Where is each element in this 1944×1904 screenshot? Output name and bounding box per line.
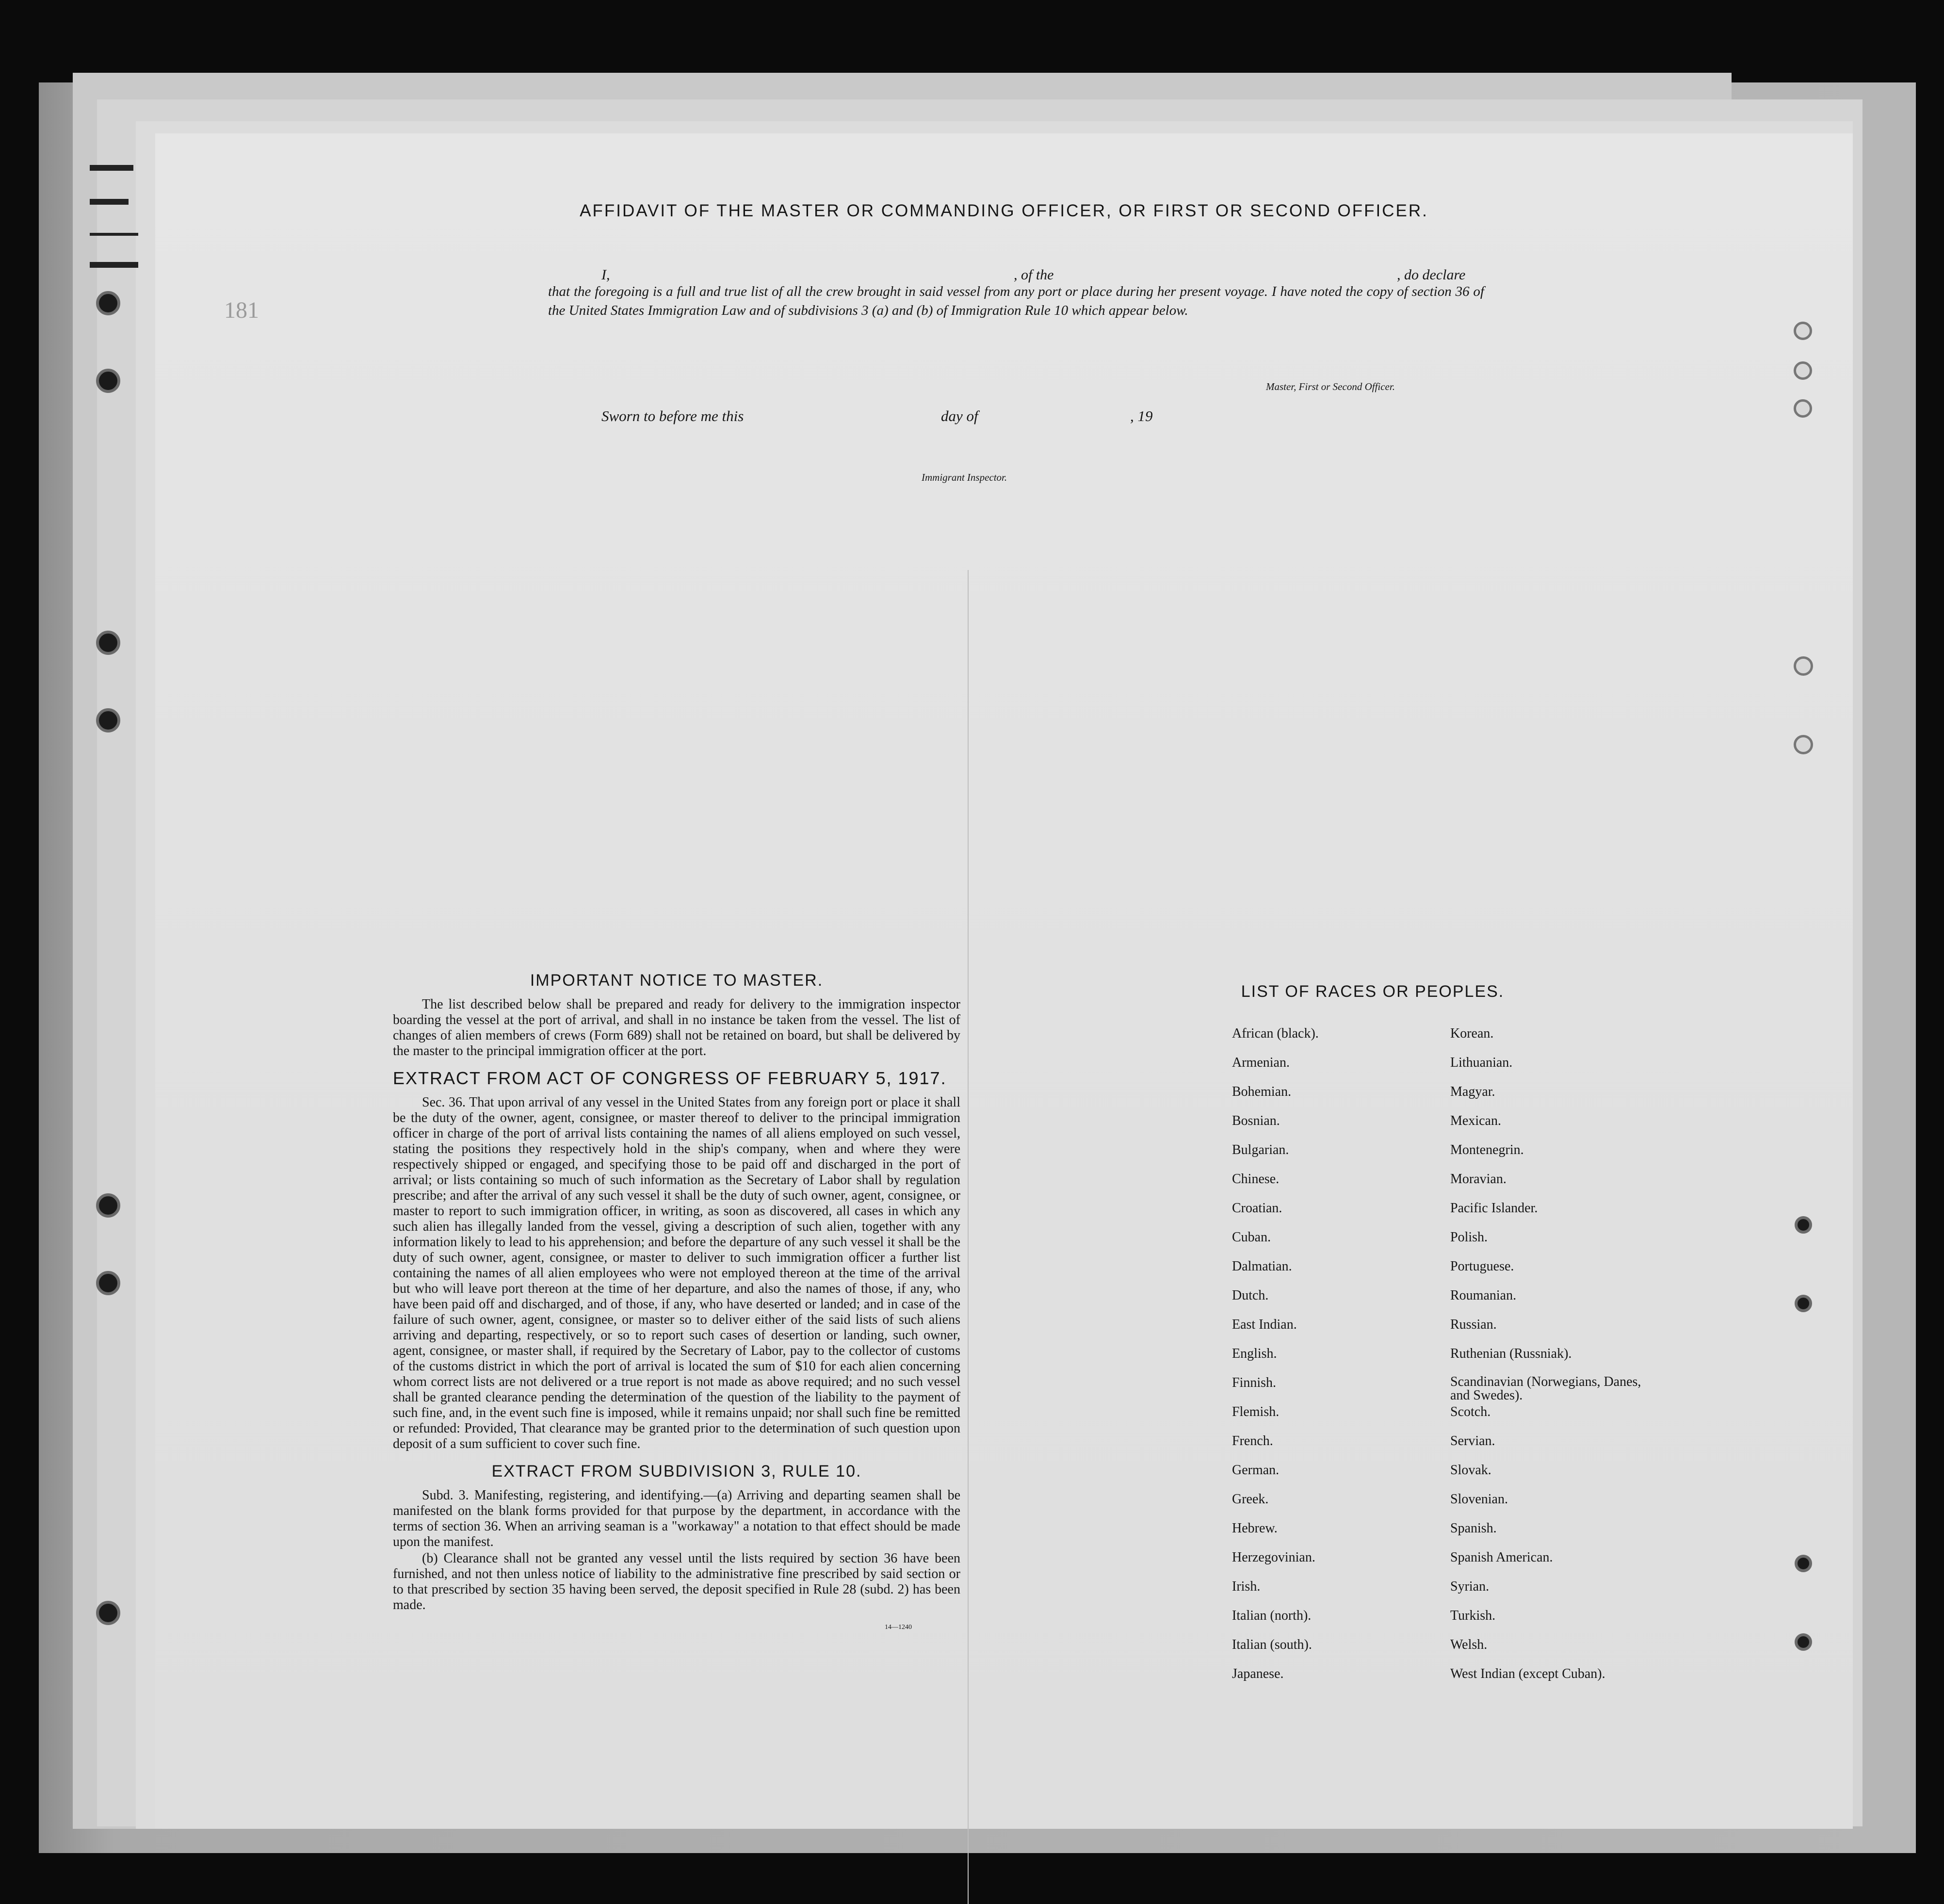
edge-mark	[90, 199, 129, 205]
races-title: LIST OF RACES OR PEOPLES.	[1241, 982, 1505, 1001]
race-item: Spanish American.	[1450, 1550, 1553, 1565]
notice-column	[393, 973, 960, 1635]
punch-hole	[1794, 735, 1813, 754]
binder-hole	[96, 1193, 120, 1218]
race-item: German.	[1232, 1463, 1280, 1478]
race-item: Finnish.	[1232, 1375, 1277, 1390]
binder-hole	[96, 708, 120, 732]
race-item: Scandinavian (Norwegians, Danes, and Swedes).	[1450, 1374, 1641, 1403]
punch-hole	[1794, 656, 1813, 676]
binder-hole	[96, 1271, 120, 1295]
edge-mark	[90, 165, 133, 171]
race-item: Russian.	[1450, 1317, 1497, 1332]
race-item: East Indian.	[1232, 1317, 1297, 1332]
declaration-text: that the foregoing is a full and true list of all the crew brought in said vessel from any port or place during her present voyage. I have noted the copy of section 36 of the United States Immigration Law and of subdivisions 3 (a) and (b) of Immigration Rule 10 which appear below.	[548, 284, 1484, 318]
decl-do-declare: , do declare	[1397, 267, 1466, 283]
binder-hole	[96, 631, 120, 655]
punch-hole	[1795, 1295, 1812, 1312]
binder-hole	[96, 291, 120, 315]
race-item: French.	[1232, 1433, 1273, 1448]
punch-hole	[1794, 322, 1812, 340]
race-item: Montenegrin.	[1450, 1142, 1524, 1157]
race-item: Magyar.	[1450, 1084, 1495, 1099]
race-item: Syrian.	[1450, 1579, 1490, 1594]
race-item: Slovenian.	[1450, 1492, 1508, 1507]
races-left-column	[1232, 1026, 1319, 1695]
race-item: Flemish.	[1232, 1404, 1280, 1419]
race-item: Welsh.	[1450, 1637, 1488, 1652]
race-item: Bosnian.	[1232, 1113, 1280, 1128]
race-item: Italian (north).	[1232, 1608, 1312, 1623]
race-item: English.	[1232, 1346, 1277, 1361]
rule-extract-para-b: (b) Clearance shall not be granted any vessel until the lists required by section 36 have been furnished, and not then unless notice of liability to the administrative fine prescribed by said section or to that prescribed by section 35 having been served, the deposit specified in Rule 28 (subd. 2) has been made.	[393, 1551, 960, 1612]
race-item: Moravian.	[1450, 1172, 1507, 1187]
race-item: Bohemian.	[1232, 1084, 1292, 1099]
sworn-text: Sworn to before me this	[601, 407, 744, 424]
form-number: 14—1240	[885, 1624, 912, 1631]
page-fold	[968, 570, 969, 1904]
race-item: Polish.	[1450, 1230, 1488, 1245]
race-item: Chinese.	[1232, 1172, 1280, 1187]
affidavit-title: AFFIDAVIT OF THE MASTER OR COMMANDING OFFICER, OR FIRST OR SECOND OFFICER.	[580, 201, 1428, 220]
race-item: Hebrew.	[1232, 1521, 1278, 1536]
race-item: Korean.	[1450, 1026, 1494, 1041]
signature-label: Master, First or Second Officer.	[1266, 381, 1395, 392]
decl-i: I,	[601, 267, 610, 283]
day-of-text: day of	[941, 407, 978, 424]
race-item: Scotch.	[1450, 1404, 1491, 1419]
year-text: , 19	[1130, 407, 1153, 424]
race-item: Portuguese.	[1450, 1259, 1514, 1274]
race-item: Armenian.	[1232, 1055, 1290, 1070]
edge-mark	[90, 233, 138, 236]
margin-number: 181	[224, 297, 259, 323]
binder-hole	[96, 369, 120, 393]
edge-mark	[90, 262, 138, 268]
race-item: Roumanian.	[1450, 1288, 1517, 1303]
notice-body: The list described below shall be prepared and ready for delivery to the immigration inspector boarding the vessel at the port of arrival, and shall in no instance be taken from the vessel. The list of changes of alien members of crews (Form 689) shall not be retained on board, but shall be delivered by the master to the principal immigration officer at the port.	[393, 997, 960, 1058]
act-extract-title: EXTRACT FROM ACT OF CONGRESS OF FEBRUARY 5, 1917.	[393, 1068, 947, 1088]
race-item: Greek.	[1232, 1492, 1269, 1507]
race-item: Slovak.	[1450, 1463, 1491, 1478]
race-item: Herzegovinian.	[1232, 1550, 1315, 1565]
act-extract-body: Sec. 36. That upon arrival of any vessel in the United States from any foreign port or place it shall be the duty of the owner, agent, consignee, or master thereof to deliver to the principal immigration officer in charge of the port of arrival lists containing the names of all aliens employed on such vessel, stating the positions they respectively hold in the ship's company, when and where they were respectively shipped or engaged, and specifying those to be paid off and discharged in the port of arrival; or lists containing so much of such information as the Secretary of Labor shall by regulation prescribe; and after the arrival of any such vessel it shall be the duty of such owner, agent, consignee, or master to report to such immigration officer, in writing, as soon as discovered, all cases in which any such alien has illegally landed from the vessel, giving a description of such alien, together with any information likely to lead to his apprehension; and before the departure of any such vessel it shall be the duty of such owner, agent, consignee, or master to deliver to such immigration officer a further list containing the names of all alien employees who were not employed thereon at the time of the arrival but who will leave port thereon at the time of her departure, and also the names of those, if any, who have been paid off and discharged, and of those, if any, who have deserted or landed; and in case of the failure of such owner, agent, consignee, or master so to deliver either of the said lists of such aliens arriving and departing, respectively, or so to report such cases of desertion or landing, such owner, agent, consignee, or master shall, if required by the Secretary of Labor, pay to the collector of customs of the customs district in which the port of arrival is located the sum of $10 for each alien concerning whom correct lists are not delivered or a true report is not made as above required; and no such vessel shall be granted clearance pending the determination of the question of the liability to the payment of such fine, and, in the event such fine is imposed, while it remains unpaid; nor shall such fine be remitted or refunded: Provided, That clearance may be granted prior to the determination of such question upon deposit of a sum sufficient to cover such fine.	[393, 1095, 960, 1451]
race-item: Mexican.	[1450, 1113, 1501, 1128]
punch-hole	[1795, 1555, 1812, 1572]
race-item: Cuban.	[1232, 1230, 1271, 1245]
affidavit-page	[155, 133, 1853, 1829]
punch-hole	[1795, 1216, 1812, 1234]
race-item: Irish.	[1232, 1579, 1261, 1594]
punch-hole	[1795, 1633, 1812, 1651]
race-item: Ruthenian (Russniak).	[1450, 1346, 1572, 1361]
notice-title: IMPORTANT NOTICE TO MASTER.	[530, 971, 824, 990]
races-right-column	[1450, 1026, 1664, 1695]
race-item: Italian (south).	[1232, 1637, 1312, 1652]
race-item: Lithuanian.	[1450, 1055, 1513, 1070]
race-item: Spanish.	[1450, 1521, 1497, 1536]
race-item: Pacific Islander.	[1450, 1201, 1538, 1216]
punch-hole	[1794, 361, 1812, 380]
race-item: Servian.	[1450, 1433, 1495, 1448]
race-item: Dutch.	[1232, 1288, 1269, 1303]
race-item: Dalmatian.	[1232, 1259, 1292, 1274]
race-item: Croatian.	[1232, 1201, 1282, 1216]
race-item: African (black).	[1232, 1026, 1319, 1041]
binder-hole	[96, 1601, 120, 1625]
race-item: Turkish.	[1450, 1608, 1496, 1623]
punch-hole	[1794, 399, 1812, 418]
decl-of-the: , of the	[1014, 267, 1054, 283]
inspector-label: Immigrant Inspector.	[922, 472, 1007, 483]
rule-extract-title: EXTRACT FROM SUBDIVISION 3, RULE 10.	[491, 1462, 862, 1481]
race-item: West Indian (except Cuban).	[1450, 1666, 1605, 1681]
race-item: Bulgarian.	[1232, 1142, 1289, 1157]
race-item: Japanese.	[1232, 1666, 1284, 1681]
rule-extract-para-a: Subd. 3. Manifesting, registering, and identifying.—(a) Arriving and departing seamen shall be manifested on the blank forms provided for that purpose by the department, in accordance with the terms of section 36. When an arriving seaman is a "workaway" a notation to that effect should be made upon the manifest.	[393, 1488, 960, 1549]
